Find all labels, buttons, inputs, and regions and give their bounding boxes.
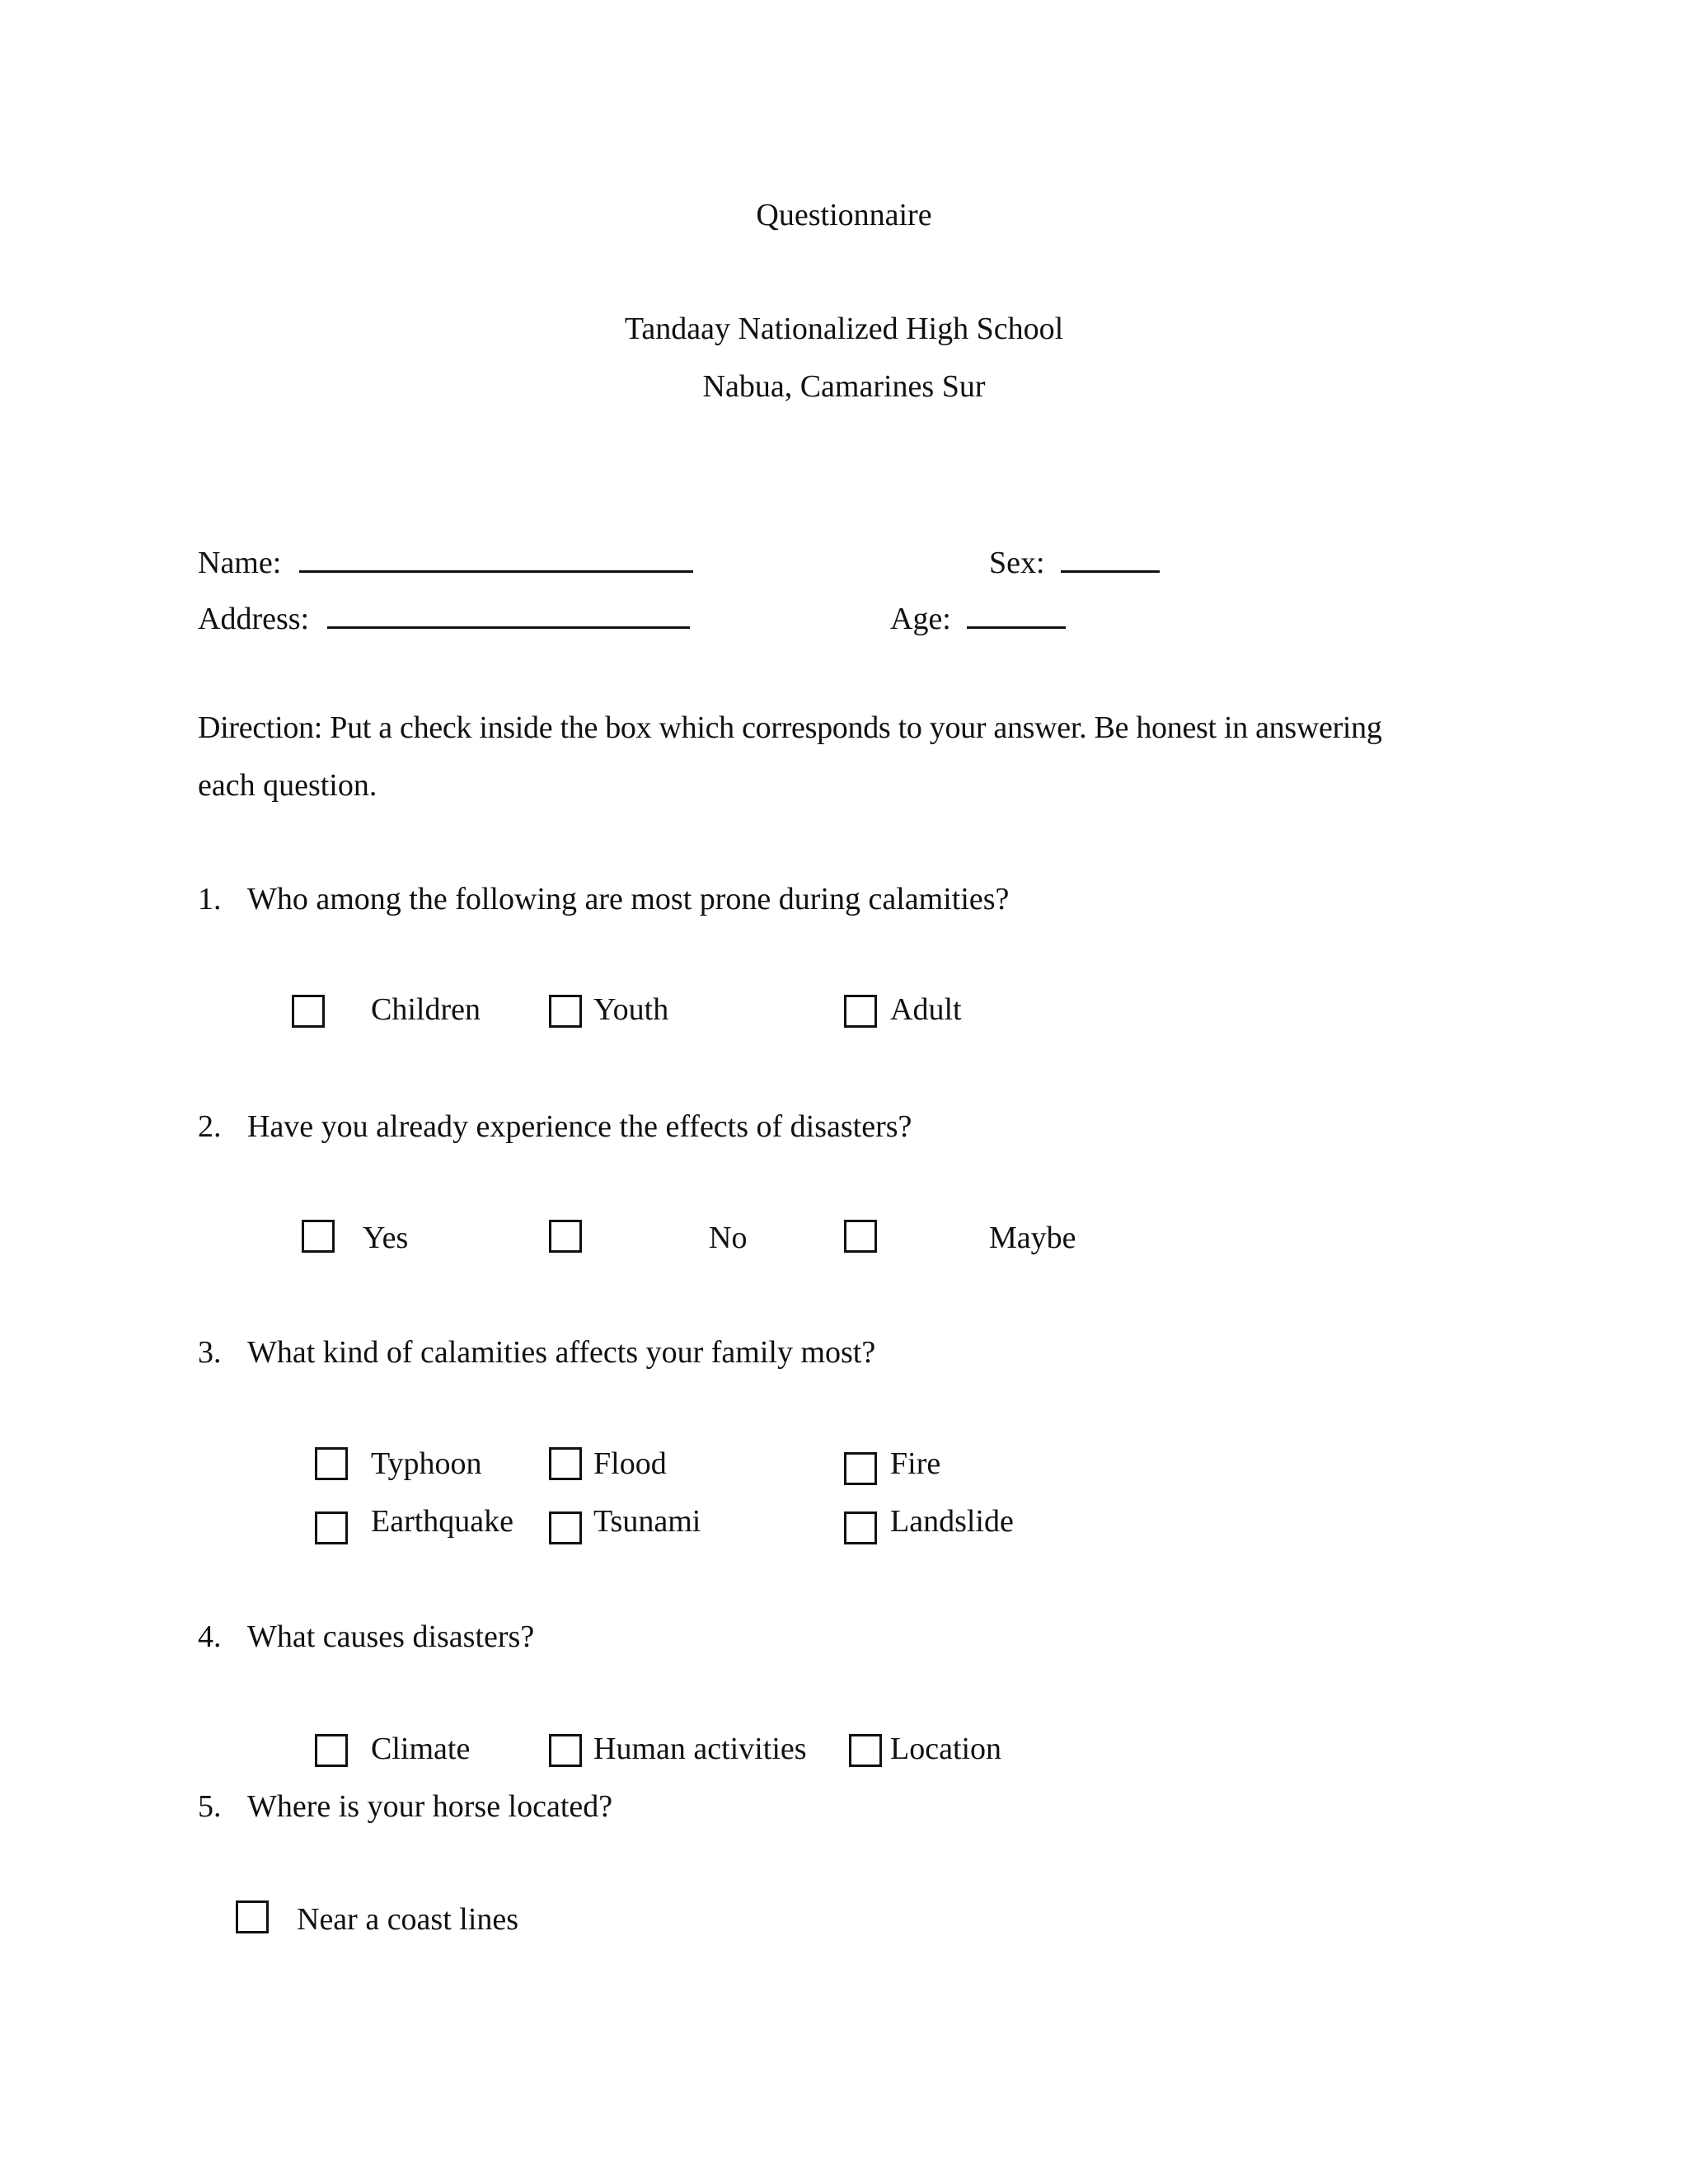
age-field[interactable] <box>890 598 1066 635</box>
address-label: Address: <box>198 602 310 636</box>
option-human-activities: Human activities <box>593 1732 807 1766</box>
option-adult: Adult <box>890 992 962 1027</box>
checkbox-children[interactable] <box>292 995 325 1028</box>
checkbox-flood[interactable] <box>549 1447 582 1480</box>
checkbox-earthquake[interactable] <box>315 1511 348 1544</box>
age-blank[interactable] <box>967 598 1066 629</box>
option-near-coast-lines: Near a coast lines <box>297 1902 519 1937</box>
question-5-number: 5. <box>198 1789 222 1824</box>
option-yes: Yes <box>363 1221 409 1255</box>
direction-line-2: each question. <box>198 768 377 803</box>
checkbox-human-activities[interactable] <box>549 1734 582 1767</box>
checkbox-yes[interactable] <box>302 1220 335 1253</box>
name-field[interactable] <box>198 542 693 579</box>
sex-field[interactable] <box>989 542 1160 579</box>
option-children: Children <box>371 992 481 1027</box>
option-tsunami: Tsunami <box>593 1504 701 1539</box>
option-climate: Climate <box>371 1732 471 1766</box>
option-location: Location <box>890 1732 1002 1766</box>
checkbox-fire[interactable] <box>844 1452 877 1485</box>
question-4-text: What causes disasters? <box>247 1619 535 1654</box>
option-landslide: Landslide <box>890 1504 1014 1539</box>
name-blank[interactable] <box>299 542 693 573</box>
school-name: Tandaay Nationalized High School <box>624 312 1064 346</box>
option-typhoon: Typhoon <box>371 1446 482 1481</box>
question-4-number: 4. <box>198 1619 222 1654</box>
checkbox-youth[interactable] <box>549 995 582 1028</box>
question-1-number: 1. <box>198 882 222 916</box>
option-youth: Youth <box>593 992 669 1027</box>
option-maybe: Maybe <box>989 1221 1076 1255</box>
school-address: Nabua, Camarines Sur <box>702 369 986 404</box>
name-label: Name: <box>198 546 282 580</box>
question-3-text: What kind of calamities affects your family most? <box>247 1335 876 1370</box>
checkbox-typhoon[interactable] <box>315 1447 348 1480</box>
question-2-text: Have you already experience the effects of disasters? <box>247 1109 912 1144</box>
option-earthquake: Earthquake <box>371 1504 514 1539</box>
address-blank[interactable] <box>327 598 690 629</box>
address-field[interactable] <box>198 598 690 635</box>
question-2-number: 2. <box>198 1109 222 1144</box>
sex-blank[interactable] <box>1061 542 1160 573</box>
question-1-text: Who among the following are most prone during calamities? <box>247 882 1010 916</box>
checkbox-no[interactable] <box>549 1220 582 1253</box>
option-fire: Fire <box>890 1446 941 1481</box>
option-no: No <box>709 1221 748 1255</box>
page-title: Questionnaire <box>756 198 932 232</box>
direction-line-1: Direction: Put a check inside the box which corresponds to your answer. Be honest in answering <box>198 710 1382 745</box>
option-flood: Flood <box>593 1446 667 1481</box>
age-label: Age: <box>890 602 951 636</box>
checkbox-climate[interactable] <box>315 1734 348 1767</box>
sex-label: Sex: <box>989 546 1045 580</box>
checkbox-adult[interactable] <box>844 995 877 1028</box>
checkbox-location[interactable] <box>849 1734 882 1767</box>
checkbox-landslide[interactable] <box>844 1511 877 1544</box>
checkbox-tsunami[interactable] <box>549 1511 582 1544</box>
checkbox-near-coast-lines[interactable] <box>236 1900 269 1933</box>
question-3-number: 3. <box>198 1335 222 1370</box>
question-5-text: Where is your horse located? <box>247 1789 613 1824</box>
checkbox-maybe[interactable] <box>844 1220 877 1253</box>
